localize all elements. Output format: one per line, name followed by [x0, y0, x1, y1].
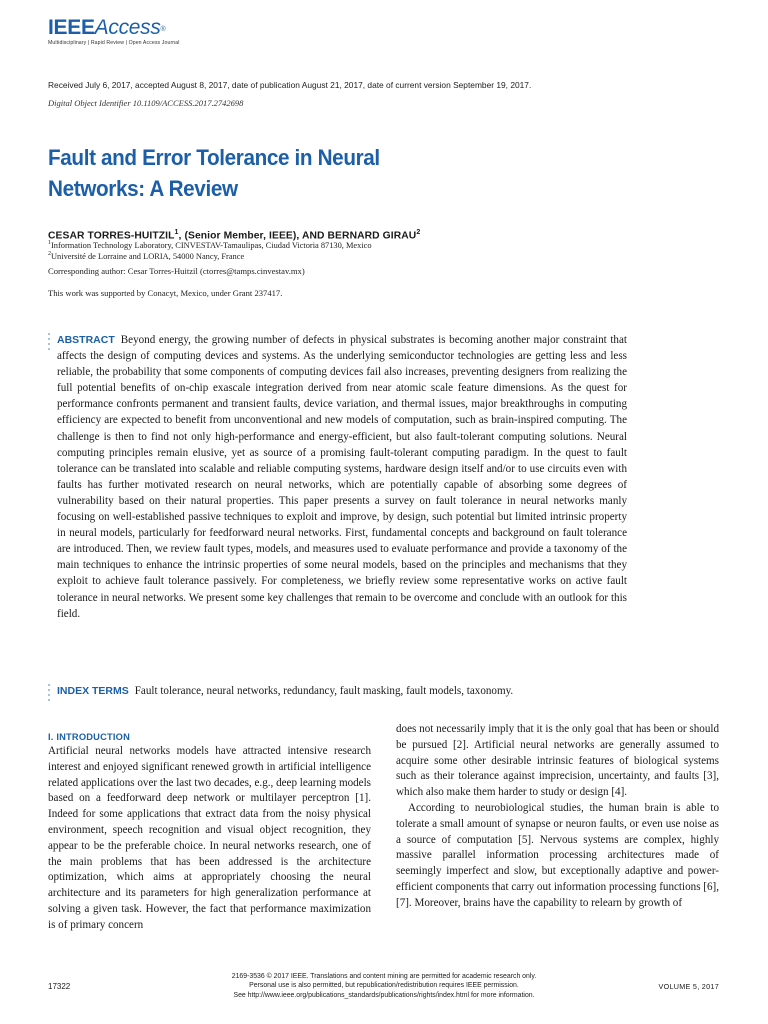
title-line-2: Networks: A Review	[48, 176, 238, 201]
affiliation-2	[48, 251, 244, 261]
affiliation-1	[48, 240, 372, 250]
index-terms-dots-icon	[48, 684, 52, 704]
corresponding-author: Corresponding author: Cesar Torres-Huitzil (ctorres@tamps.cinvestav.mx)	[48, 266, 305, 276]
abstract-dots-icon	[48, 333, 52, 353]
author-1-affiliation-mark: 1	[174, 229, 179, 236]
logo-brand-italic: Access	[94, 16, 161, 39]
section-heading-introduction: I. INTRODUCTION	[48, 732, 131, 742]
page-number: 17322	[48, 982, 71, 991]
journal-logo	[48, 16, 180, 46]
abstract-text: Beyond energy, the growing number of defects in physical substrates is becoming another major constraint that affects the design of computing devices and systems. As the underlying semiconductor technologies are getting less and less reliable, the probability that some components of computing devices fail also increases, preventing designers from realizing the full potential benefits of on-chip exascale integration derived from near atomic scale feature dimensions. As the quest for performance confronts permanent and transient faults, device variation, and thermal issues, major breakthroughs in computing efficiency are expected to benefit from unconventional and new models of computation, such as brain-inspired computing. The challenge is then to find not only high-performance and energy-efficient, but also fault-tolerant computing solutions. Neural computing principles remain elusive, yet as source of a promising fault-tolerant computing paradigm. In the quest to fault tolerance can be translated into scalable and reliable computing systems, hardware design itself and/or to use circuits even with faults has further motivated research on neural networks, which are potentially capable of absorbing some degrees of vulnerability based on their natural properties. This paper presents a survey on fault tolerance in neural networks manly focusing on well-established passive techniques to exploit and improve, by design, such potential but limited intrinsic property in neural models, particularly for feedforward neural networks. First, fundamental concepts and background on fault tolerance are introduced. Then, we review fault types, models, and measures used to evaluate performance and provide a taxonomy of the main techniques to enhance the intrinsic properties of some neural models, based on the principles and mechanisms that they exploit to achieve fault tolerance passively. For completeness, we briefly review some representative works on active fault tolerance in neural networks. We present some key challenges that remain to be overcome and conclude with an outlook for this field.	[57, 334, 627, 620]
affiliation-2-mark: 2	[48, 251, 51, 257]
paper-title	[48, 142, 600, 204]
license-line-2: Personal use is also permitted, but republication/redistribution requires IEEE permission.	[249, 982, 519, 990]
index-terms-label: INDEX TERMS	[57, 685, 129, 697]
volume-info: VOLUME 5, 2017	[658, 982, 719, 991]
author-middle: , (Senior Member, IEEE), AND BERNARD GIRAU	[178, 230, 417, 242]
body-paragraph: According to neurobiological studies, the human brain is able to tolerate a small amount of synapse or neuron faults, or even use noise as a source of computation [5]. Nervous systems are complex, highly massive parallel information processing architectures made of seemingly imperfect and slow, but exceptionally adaptive and power-efficient components that carry out information processing functions [6], [7]. Moreover, brains have the capability to relearn by growth of	[396, 801, 719, 909]
doi-line: Digital Object Identifier 10.1109/ACCESS.2017.2742698	[48, 98, 244, 108]
affiliation-1-text: Information Technology Laboratory, CINVESTAV-Tamaulipas, Ciudad Victoria 87130, Mexico	[51, 240, 372, 250]
license-line-3: See http://www.ieee.org/publications_standards/publications/rights/index.html for more information.	[233, 991, 535, 999]
body-column-left	[48, 730, 371, 934]
funding-note: This work was supported by Conacyt, Mexico, under Grant 237417.	[48, 288, 283, 298]
license-line-1: 2169-3536 © 2017 IEEE. Translations and content mining are permitted for academic research only.	[231, 973, 537, 980]
body-paragraph: Artificial neural networks models have attracted intensive research interest and enjoyed significant renewed growth in artificial intelligence related applications over the last two decades, e.g., deep learning models based on a feedforward deep network or multilayer perceptron [1]. Indeed for some applications that extract data from the noisy physical environment, speech recognition and visual object recognition, they appear to be the preferable choice. In neural networks research, one of the main problems that has been addressed is the architecture optimization, which aims at appropriately choosing the neural architecture and its parameters for high generalization performance at solving a given task. However, the fact that performance maximization is of primary concern	[48, 745, 371, 931]
title-line-1: Fault and Error Tolerance in Neural	[48, 145, 380, 170]
index-terms-text: Fault tolerance, neural networks, redundancy, fault masking, fault models, taxonomy.	[134, 685, 514, 697]
body-paragraph: does not necessarily imply that it is the only goal that has been or should be pursued [2]. Artificial neural networks are generally assumed to acquire some other desirable intrinsic features of biological systems such as their tolerance against imprecision, uncertainty, and faults [3], which also make them harder to study or design [4].	[396, 723, 719, 799]
author-1: CESAR TORRES-HUITZIL	[48, 230, 175, 242]
body-column-right	[396, 722, 719, 912]
license-notice	[160, 972, 608, 1000]
logo-brand-bold: IEEE	[48, 16, 95, 39]
author-2-affiliation-mark: 2	[416, 229, 421, 236]
index-terms	[57, 683, 657, 699]
abstract-label: ABSTRACT	[57, 334, 115, 346]
affiliation-1-mark: 1	[48, 240, 51, 246]
registered-mark-icon: ®	[160, 26, 166, 33]
abstract	[57, 332, 627, 622]
received-dates: Received July 6, 2017, accepted August 8, 2017, date of publication August 21, 2017, date of current version September 19, 2017.	[48, 80, 532, 90]
affiliation-2-text: Université de Lorraine and LORIA, 54000 Nancy, France	[51, 251, 245, 261]
logo-tagline: Multidisciplinary | Rapid Review | Open Access Journal	[48, 40, 180, 46]
